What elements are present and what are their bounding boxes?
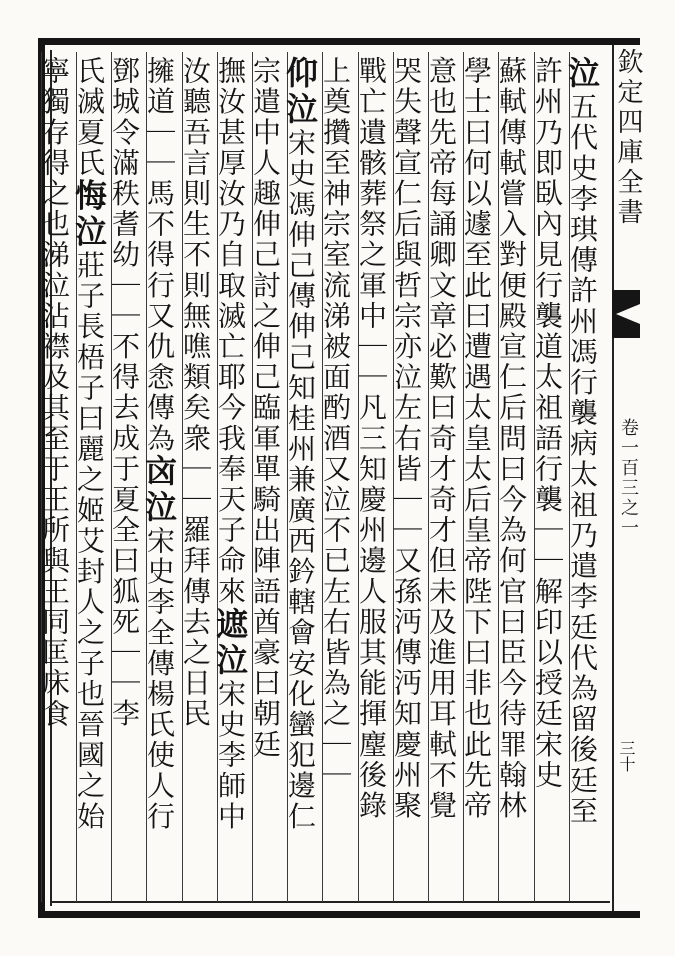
headword: 悔泣 (70, 178, 108, 251)
text-column (319, 56, 357, 898)
text-column (70, 56, 111, 898)
body-text: 宋史馮伸己傳伸己知桂州兼廣西鈐轄會安化蠻犯邊仁 (284, 128, 317, 832)
body-text: 撫汝甚厚汝乃自取滅亡耶今我奉天子命來 (214, 56, 247, 607)
book-title: 欽定四庫全書 (613, 48, 643, 228)
text-column (249, 56, 287, 898)
text-column (531, 56, 569, 898)
body-text: 宋史李師中 (214, 678, 247, 832)
body-text: 學士曰何以遽至此曰遭遇太皇太后皇帝陛下曰非也此先帝 (460, 56, 493, 821)
body-text: 戰亡遺骸葬祭之軍中｜｜凡三知慶州邊人服其能揮麈後錄 (355, 56, 388, 821)
headword: 㐫泣 (140, 453, 178, 526)
text-column (211, 56, 252, 898)
volume-label: 卷一百三之一 (618, 418, 639, 538)
body-text: 意也先帝每誦卿文章必歎曰奇才奇才但未及進用耳軾不覺 (425, 56, 458, 821)
page-number: 三十 (617, 740, 636, 772)
body-text: 汝聽吾言則生不則無噍類矣衆｜｜羅拜 (179, 56, 212, 577)
body-text: 蘇軾傳軾嘗入對便殿宣仁后問曰今為何官曰臣今待罪翰林 (495, 56, 528, 821)
body-text: 傳去之日民 (179, 576, 212, 730)
text-column (108, 56, 146, 898)
body-text: 哭失聲宣仁后與哲宗亦泣左右皆｜｜又孫沔傳沔知慶州聚 (390, 56, 423, 821)
text-column (38, 56, 76, 898)
body-text: 擁道｜｜馬不得行又仇悆傳為 (143, 56, 176, 454)
text-column (140, 56, 181, 898)
body-text: 五代史李琪傳許州馮行襲病太祖乃遣李廷代為留後廷至 (566, 92, 599, 827)
headword: 泣 (563, 56, 601, 92)
body-text: 許州乃即臥內見行襲道太祖語行襲｜｜解印以授廷宋史 (531, 56, 564, 791)
body-text: 成于夏全曰狐死｜｜李 (108, 423, 141, 730)
text-column (281, 56, 322, 898)
text-column (355, 56, 393, 898)
body-text: 莊子長梧子曰麗之姬艾封人之子也晉國之始 (73, 250, 106, 832)
headword: 仰泣 (281, 56, 319, 128)
body-text: 上奠攢至神宗室流涕被面酌酒又泣不已左右皆為之｜｜ (319, 56, 352, 791)
body-text: 氏滅夏氏 (73, 56, 106, 179)
body-text: 宗遣中人趣伸己討之伸己臨軍單騎出陣語酋豪曰朝廷 (249, 56, 282, 760)
text-column (460, 56, 498, 898)
text-column (390, 56, 428, 898)
body-text: 宋史李全傳楊氏使人行 (143, 525, 176, 832)
bottom-border-rule (50, 901, 610, 903)
body-text: 寧獨存 (38, 56, 71, 148)
body-text: 鄧城令滿秩耆幼｜｜不得去 (108, 56, 141, 424)
body-text: 得之也涕泣沾襟及其至于王所與王同匡床食 (38, 147, 71, 730)
headword: 遮泣 (211, 606, 249, 679)
text-column (563, 56, 604, 898)
text-column (179, 56, 217, 898)
text-column (495, 56, 533, 898)
text-column (425, 56, 463, 898)
